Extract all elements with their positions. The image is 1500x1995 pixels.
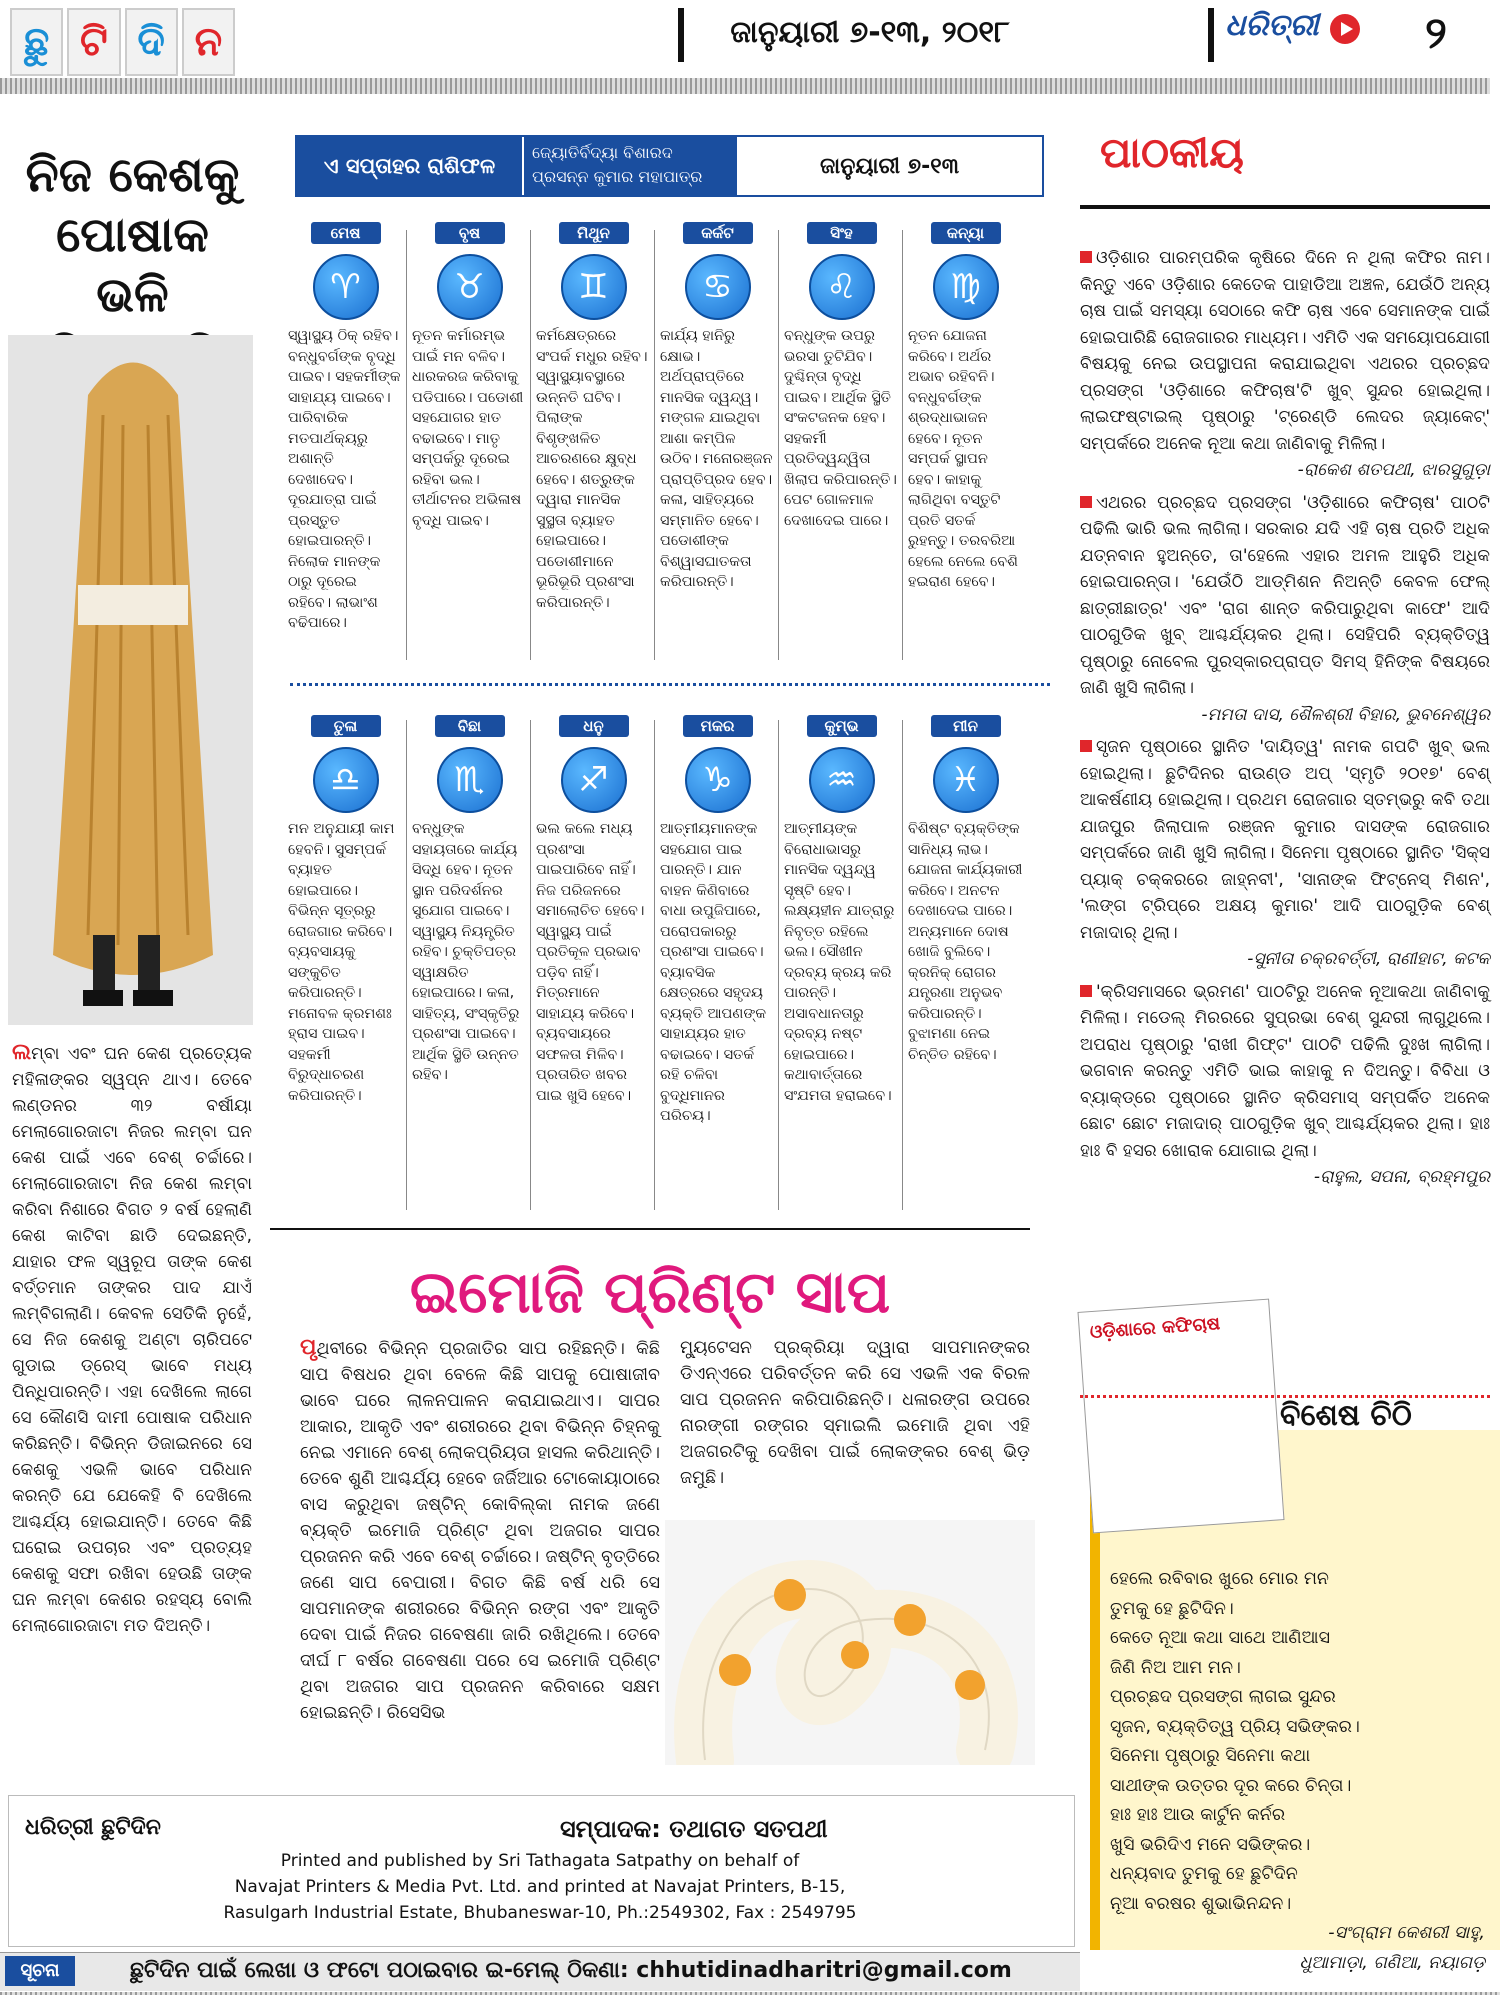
sign-text: ନୂତନ ଯୋଜନା କରିବେ। ଅର୍ଥର ଅଭାବ ରହିବନି। ବନ୍ଧୁବର୍ଗଙ୍କ ଶ୍ରଦ୍ଧାଭାଜନ ହେବେ। ନୂତନ ସମ୍ପର୍କ ସ୍ଥାପନ ହେବ। କାହାକୁ ଲାଗିଥିବା ବସ୍ତୁଟି ପ୍ରତି ସତର୍କ ରୁହନ୍ତୁ। ତରବରିଆ ହେଲେ ନେଲେ ବେଶି ହଇରାଣ ହେବେ।	[908, 328, 1018, 590]
poem-line: ଜିଣି ନିଅ ଆମ ମନ।	[1110, 1657, 1241, 1678]
column-divider	[902, 230, 903, 660]
horoscope-dates: ଜାନୁୟାରୀ ୭-୧୩	[819, 153, 960, 179]
poem-line: ଧନ୍ୟବାଦ ତୁମକୁ ହେ ଛୁଟିଦିନ	[1110, 1864, 1298, 1884]
sign-mesha	[288, 222, 403, 634]
poem-line: ହେଲେ ରବିବାର ଖୁରେ ମୋର ମନ	[1110, 1569, 1329, 1589]
aries-icon: ♈	[313, 254, 379, 320]
footer-editor: ସମ୍ପାଦକ: ତଥାଗତ ସତପଥୀ	[560, 1815, 828, 1843]
imprint-text	[200, 1848, 880, 1926]
masthead-letter: ନ	[182, 8, 235, 76]
poem-line: ସିନେମା ପୃଷ୍ଠାରୁ ସିନେମା କଥା	[1110, 1746, 1311, 1766]
masthead-letter: ଟି	[67, 8, 120, 76]
column-divider	[654, 720, 655, 1210]
column-divider	[530, 230, 531, 660]
header-divider	[1208, 8, 1214, 62]
sign-text: ସ୍ୱାସ୍ଥ୍ୟ ଠିକ୍ ରହିବ। ବନ୍ଧୁବର୍ଗଙ୍କ ବୃଦ୍ଧି ପାଇବ। ସହକର୍ମୀଙ୍କ ସାହାଯ୍ୟ ପାଇବେ। ପାରିବାରିକ ମତପାର୍ଥକ୍ୟରୁ ଅଶାନ୍ତି ଦେଖାଦେବ। ଦୂରଯାତ୍ରା ପାଇଁ ପ୍ରସ୍ତୁତ ହୋଇପାରନ୍ତି। ନିଲୋକ ମାନଙ୍କ ଠାରୁ ଦୂରେଇ ରହିବେ। ଲାଭାଂଶ ବଢିପାରେ।	[288, 328, 401, 631]
page-number: ୨	[1425, 8, 1447, 59]
column-divider	[654, 230, 655, 660]
sign-tula	[288, 715, 403, 1106]
play-icon	[1330, 14, 1360, 44]
cancer-icon: ♋	[685, 254, 751, 320]
horoscope-title: ଏ ସପ୍ତାହର ରାଶିଫଳ	[297, 137, 522, 195]
header-rule	[0, 78, 1490, 94]
column-divider	[406, 230, 407, 660]
leo-icon: ♌	[809, 254, 875, 320]
hair-story-text: ମ୍ବା ଏବଂ ଘନ କେଶ ପ୍ରତ୍ୟେକ ମହିଳାଙ୍କର ସ୍ୱପ୍ନ ଥାଏ। ତେବେ ଲଣ୍ଡନର ୩୨ ବର୍ଷୀୟା ମେଲାଗୋରଜାଟା ନିଜର ଲମ୍ବା ଘନ କେଶ ପାଇଁ ଏବେ ବେଶ୍ ଚର୍ଚ୍ଚାରେ। ମେଲାଗୋରଜାଟା ନିଜ କେଶ ଲମ୍ବା କରିବା ନିଶାରେ ବିଗତ ୨ ବର୍ଷ ହେଲାଣି କେଶ କାଟିବା ଛାଡି ଦେଇଛନ୍ତି, ଯାହାର ଫଳ ସ୍ୱରୂପ ତାଙ୍କ କେଶ ବର୍ତ୍ତମାନ ତାଙ୍କର ପାଦ ଯାଏଁ ଲମ୍ବିଗଲାଣି। କେବଳ ସେତିକି ନୁହେଁ, ସେ ନିଜ କେଶକୁ ଅଣ୍ଟା ଚାରିପଟେ ଗୁଡାଇ ଡ୍ରେସ୍ ଭାବେ ମଧ୍ୟ ପିନ୍ଧିପାରନ୍ତି। ଏହା ଦେଖିଲେ ଲାଗେ ସେ କୌଣସି ଦାମୀ ପୋଷାକ ପରିଧାନ କରିଛନ୍ତି। ବିଭିନ୍ନ ଡିଜାଇନରେ ସେ କେଶକୁ ଏଭଳି ଭାବେ ପରିଧାନ କରନ୍ତି ଯେ ଯେକେହି ବି ଦେଖିଲେ ଆଶ୍ଚର୍ଯ୍ୟ ହୋଇଯାନ୍ତି। ତେବେ କିଛି ଘରୋଇ ଉପଚାର ଏବଂ ପ୍ରତ୍ୟହ କେଶକୁ ସଫା ରଖିବା ହେଉଛି ତାଙ୍କ ଘନ ଲମ୍ବା କେଶର ରହସ୍ୟ ବୋଲି ମେଲାଗୋରଜାଟା ମତ ଦିଅନ୍ତି।	[12, 1044, 252, 1636]
emoji-snake-title: ଇମୋଜି ପ୍ରିଣ୍ଟ ସାପ	[409, 1258, 891, 1326]
sign-label: ମେଷ	[311, 222, 381, 244]
author-line: ଜ୍ୟୋତିର୍ବିଦ୍ୟା ବିଶାରଦ	[532, 143, 673, 162]
sign-vrusha	[412, 222, 527, 531]
poem-line: ତୁମକୁ ହେ ଛୁଟିଦିନ।	[1110, 1598, 1234, 1619]
sign-text: ଆତ୍ମୀୟମାନଙ୍କ ସହଯୋଗ ପାଇ ପାରନ୍ତି। ଯାନ ବାହନ କିଣିବାରେ ବାଧା ଉପୁଜିପାରେ, ପରୋପକାରରୁ ପ୍ରଶଂସା ପାଇବେ। ବ୍ୟାବସିକ କ୍ଷେତ୍ରରେ ସହୃଦୟ ବ୍ୟକ୍ତି ଆପଣଙ୍କ ସାହାଯ୍ୟର ହାତ ବଢାଇବେ। ସତର୍କ ରହି ଚଳିବା ବୁଦ୍ଧିମାନର ପରିଚୟ।	[660, 821, 767, 1124]
letters-column	[1080, 245, 1490, 1197]
sign-mithuna	[536, 222, 651, 613]
special-letter-poem	[1110, 1565, 1485, 1978]
sign-label: ଧନୁ	[559, 715, 629, 737]
horoscope-author	[522, 137, 737, 195]
letter-marker	[1080, 740, 1092, 752]
notice-label: ସୂଚନା	[5, 1956, 75, 1986]
sagittarius-icon: ♐	[561, 747, 627, 813]
poem-signoff: ଧୁଆମାଡ଼ା, ଗଣିଆ, ନୟାଗଡ଼	[1299, 1952, 1485, 1973]
letter	[1080, 490, 1490, 702]
letter-signoff: -ସୁନୀତା ଚକ୍ରବର୍ତ୍ତୀ, ରାଣୀହାଟ, କଟକ	[1247, 949, 1490, 969]
poem-line: ହାଃ ହାଃ ଆଉ କାର୍ଟୁନ କର୍ନର	[1110, 1805, 1286, 1825]
sign-label: ବିଛା	[435, 715, 505, 737]
letter-marker	[1080, 985, 1092, 997]
poem-line: କେତେ ନୂଆ କଥା ସାଥେ ଆଣିଆସ	[1110, 1628, 1330, 1648]
thumbnail-title: ଓଡ଼ିଶାରେ କଫିଚାଷ	[1089, 1313, 1221, 1344]
letter-signoff: -ମମତା ଦାସ, ଶୈଳଶ୍ରୀ ବିହାର, ଭୁବନେଶ୍ୱର	[1201, 704, 1490, 725]
emoji-snake-text: ଥିବୀରେ ବିଭିନ୍ନ ପ୍ରଜାତିର ସାପ ରହିଛନ୍ତି। କିଛି ସାପ ବିଷଧର ଥିବା ବେଳେ କିଛି ସାପକୁ ପୋଷାଜୀବ ଭାବେ ଘରେ ଲାଳନପାଳନ କରାଯାଇଥାଏ। ସାପର ଆକାର, ଆକୃତି ଏବଂ ଶରୀରରେ ଥିବା ବିଭିନ୍ନ ଚିହ୍ନକୁ ନେଇ ଏମାନେ ବେଶ୍ ଲୋକପ୍ରିୟତା ହାସଲ କରିଥାନ୍ତି। ତେବେ ଶୁଣି ଆଶ୍ଚର୍ଯ୍ୟ ହେବେ ଜର୍ଜିଆର ଟୋକୋୟାଠାରେ ବାସ କରୁଥିବା ଜଷ୍ଟିନ୍ କୋବିଲ୍କା ନାମକ ଜଣେ ବ୍ୟକ୍ତି ଇମୋଜି ପ୍ରିଣ୍ଟ ଥିବା ଅଜଗର ସାପର ପ୍ରଜନନ କରି ଏବେ ବେଶ୍ ଚର୍ଚ୍ଚାରେ। ଜଷ୍ଟିନ୍ ବୃତ୍ତିରେ ଜଣେ ସାପ ବେପାରୀ। ବିଗତ କିଛି ବର୍ଷ ଧରି ସେ ସାପମାନଙ୍କ ଶରୀରରେ ବିଭିନ୍ନ ରଙ୍ଗ ଏବଂ ଆକୃତି ଦେବା ପାଇଁ ନିଜର ଗବେଷଣା ଜାରି ରଖିଥିଲେ। ତେବେ ଦୀର୍ଘ ୮ ବର୍ଷର ଗବେଷଣା ପରେ ସେ ଇମୋଜି ପ୍ରିଣ୍ଟ ଥିବା ଅଜଗର ସାପ ପ୍ରଜନନ କରିବାରେ ସକ୍ଷମ ହୋଇଛନ୍ତି। ରିସେସିଭ	[300, 1339, 660, 1723]
column-divider	[530, 720, 531, 1210]
masthead	[10, 8, 235, 76]
libra-icon: ♎	[313, 747, 379, 813]
letters-title: ପାଠକୀୟ	[1100, 128, 1244, 177]
sign-meena	[908, 715, 1023, 1065]
poem-line: ସାଥୀଙ୍କ ଉତ୍ତର ଦୂର କରେ ଚିନ୍ତା।	[1110, 1775, 1352, 1796]
masthead-letter: ଦି	[125, 8, 178, 76]
capricorn-icon: ♑	[685, 747, 751, 813]
notice-email: ଛୁଟିଦିନ ପାଇଁ ଲେଖା ଓ ଫଟୋ ପଠାଇବାର ଇ-ମେଲ୍ ଠିକଣା: chhutidinadharitri@gmail.com	[130, 1958, 1012, 1983]
drop-cap: ପୃ	[300, 1335, 317, 1360]
gemini-icon: ♊	[561, 254, 627, 320]
masthead-letter: ଛୁ	[10, 8, 63, 76]
poem-line: ଖୁସି ଭରିଦିଏ ମନେ ସଭିଙ୍କର।	[1110, 1834, 1311, 1855]
emoji-snake-column-1	[300, 1335, 660, 1726]
sign-text: ଭଲ କଲେ ମଧ୍ୟ ପ୍ରଶଂସା ପାଇପାରିବେ ନାହିଁ। ନିଜ ପରିଜନରେ ସମାଲୋଚିତ ହେବେ। ସ୍ୱାସ୍ଥ୍ୟ ପାଇଁ ପ୍ରତିକୂଳ ପ୍ରଭାବ ପଡ଼ିବ ନାହିଁ। ମିତ୍ରମାନେ ସାହାଯ୍ୟ କରିବେ। ବ୍ୟବସାୟରେ ସଫଳତା ମିଳିବ। ପ୍ରତାରିତ ଖବର ପାଇ ଖୁସି ହେବେ।	[536, 821, 645, 1104]
horoscope-header	[295, 135, 1044, 197]
drop-cap: ଲ	[12, 1040, 32, 1065]
footer-paper-name: ଧରିତ୍ରୀ ଛୁଟିଦିନ	[25, 1815, 161, 1840]
letter	[1080, 245, 1490, 457]
letter-signoff: -ରାହୁଲ, ସପନା, ବ୍ରହ୍ମପୁର	[1313, 1167, 1490, 1187]
imprint-line: Navajat Printers & Media Pvt. Ltd. and printed at Navajat Printers, B-15,	[234, 1877, 846, 1897]
sign-label: ମିଥୁନ	[559, 222, 629, 244]
letters-rule	[1080, 205, 1490, 209]
sign-label: ତୁଳା	[311, 715, 381, 737]
sign-bichha	[412, 715, 527, 1086]
author-line: ପ୍ରସନ୍ନ କୁମାର ମହାପାତ୍ର	[532, 167, 703, 186]
column-divider	[778, 720, 779, 1210]
sign-label: କର୍କଟ	[683, 222, 753, 244]
poem-signoff: -ସଂଗ୍ରାମ କେଶରୀ ସାହୁ,	[1328, 1923, 1485, 1943]
sign-label: କନ୍ୟା	[931, 222, 1001, 244]
poem-line: ନୂଆ ବରଷର ଶୁଭାଭିନନ୍ଦନ।	[1110, 1893, 1292, 1914]
letter-text: ଏଥରର ପ୍ରଚ୍ଛଦ ପ୍ରସଙ୍ଗ 'ଓଡ଼ିଶାରେ କଫିଚାଷ' ପାଠଟି ପଢିଲି ଭାରି ଭଲ ଲାଗିଲା। ସରକାର ଯଦି ଏହି ଚାଷ ପ୍ରତି ଅଧିକ ଯତ୍ନବାନ ହୁଅନ୍ତେ, ତା'ହେଲେ ଏହାର ଅମଳ ଆହୁରି ଅଧିକ ହୋଇପାରନ୍ତା। 'ଯେଉଁଠି ଆଡ୍ମିଶନ ନିଅନ୍ତି କେବଳ ଫେଲ୍ ଛାତ୍ରୀଛାତ୍ର' ଏବଂ 'ରାଗ ଶାନ୍ତ କରିପାରୁଥିବା କାଫେ' ଆଦି ପାଠଗୁଡିକ ଖୁବ୍ ଆଶ୍ଚର୍ଯ୍ୟକର ଥିଲା। ସେହିପରି ବ୍ୟକ୍ତିତ୍ୱ ପୃଷ୍ଠାରୁ ନୋବେଲ ପୁରସ୍କାରପ୍ରାପ୍ତ ସିମସ୍ ହିନିଙ୍କ ବିଷୟରେ ଜାଣି ଖୁସି ଲାଗିଲା।	[1080, 492, 1490, 698]
sign-dhanu	[536, 715, 651, 1106]
sign-simha	[784, 222, 899, 531]
pisces-icon: ♓	[933, 747, 999, 813]
column-divider	[778, 230, 779, 660]
sign-label: କୁମ୍ଭ	[807, 715, 877, 737]
virgo-icon: ♍	[933, 254, 999, 320]
letter-text: ଓଡ଼ିଶାର ପାରମ୍ପରିକ କୃଷିରେ ଦିନେ ନ ଥିଲା କଫିର ନାମ। କିନ୍ତୁ ଏବେ ଓଡ଼ିଶାର କେତେକ ପାହାଡିଆ ଅଞ୍ଚଳ, ଯେଉଁଠି ଅନ୍ୟ ଚାଷ ପାଇଁ ସମସ୍ୟା ସେଠାରେ କଫି ଚାଷ ଏବେ ସେମାନଙ୍କ ପାଇଁ ହୋଇପାରିଛି ରୋଜଗାରର ମାଧ୍ୟମ। ଏମିତି ଏକ ସମୟୋପଯୋଗୀ ବିଷୟକୁ ନେଇ ଉପସ୍ଥାପନା କରାଯାଇଥିବା ଏଥରର ପ୍ରଚ୍ଛଦ ପ୍ରସଙ୍ଗ 'ଓଡ଼ିଶାରେ କଫିଚାଷ'ଟି ଖୁବ୍ ସୁନ୍ଦର ହୋଇଥିଲା। ଲାଇଫଷ୍ଟାଇଲ୍ ପୃଷ୍ଠାରୁ 'ଟ୍ରେଣ୍ଡି ଲେଦର ଜ୍ୟାକେଟ୍' ସମ୍ପର୍କରେ ଅନେକ ନୂଆ କଥା ଜାଣିବାକୁ ମିଳିଲା।	[1080, 248, 1490, 454]
magazine-thumbnail	[1077, 1299, 1284, 1534]
horoscope-dotted-divider	[290, 683, 1050, 692]
emoji-snake-column-2: ମ୍ୟୁଟେସନ ପ୍ରକ୍ରିୟା ଦ୍ୱାରା ସାପମାନଙ୍କର ଡିଏନ୍ଏରେ ପରିବର୍ତ୍ତନ କରି ସେ ଏଭଳି ଏକ ବିରଳ ସାପ ପ୍ରଜନନ କରିପାରିଛନ୍ତି। ଧଳାରଙ୍ଗ ଉପରେ ନାରଙ୍ଗୀ ରଙ୍ଗର ସ୍ମାଇଲି ଇମୋଜି ଥିବା ଏହି ଅଜଗରଟିକୁ ଦେଖିବା ପାଇଁ ଲୋକଙ୍କର ବେଶ୍ ଭିଡ଼ ଜମୁଛି।	[680, 1338, 1030, 1488]
sign-text: କର୍ମକ୍ଷେତ୍ରରେ ସଂପର୍କ ମଧୁର ରହିବ। ସ୍ୱାସ୍ଥ୍ୟାବସ୍ଥାରେ ଉନ୍ନତି ଘଟିବ। ପିଲାଙ୍କ ବିଶୃଙ୍ଖଳିତ ଆଚରଣରେ କ୍ଷୁବ୍ଧ ହେବେ। ଶତ୍ରୁଙ୍କ ଦ୍ୱାରା ମାନସିକ ସୁସ୍ଥତା ବ୍ୟାହତ ହୋଇପାରେ। ପଡୋଶୀମାନେ ଭୂରିଭୂରି ପ୍ରଶଂସା କରିପାରନ୍ତି।	[536, 328, 648, 611]
sign-text: ବିଶିଷ୍ଟ ବ୍ୟକ୍ତିଙ୍କ ସାନିଧ୍ୟ ଲାଭ। ଯୋଜନା କାର୍ଯ୍ୟକାରୀ କରିବେ। ଅନଟନ ଦେଖାଦେଇ ପାରେ। ଅନ୍ୟମାନେ ଦୋଷ ଖୋଜି ବୁଲିବେ। କ୍ରନିକ୍ ରୋଗର ଯନ୍ତ୍ରଣା ଅନୁଭବ କରିପାରନ୍ତି। ବୁଝାମଣା ନେଇ ଚିନ୍ତିତ ରହିବେ।	[908, 821, 1023, 1063]
column-divider	[902, 720, 903, 1210]
hair-story-title: ନିଜ କେଶକୁ ପୋଷାକ ଭଳି	[25, 147, 240, 323]
sign-text: କାର୍ଯ୍ୟ ହାନିରୁ କ୍ଷୋଭ। ଅର୍ଥପ୍ରାପ୍ତିରେ ମାନସିକ ଦ୍ୱନ୍ଦ୍ୱ। ମଙ୍ଗଳ ଯାଇଥିବା ଆଶା କମ୍ପିଳ ଉଠିବ। ମନୋରଞ୍ଜନ ପ୍ରାପ୍ତିପ୍ରଦ ହେବ। କଳା, ସାହିତ୍ୟରେ ସମ୍ମାନିତ ହେବେ। ପଡୋଶୀଙ୍କ ବିଶ୍ୱାସଘାତକତା କରିପାରନ୍ତି।	[660, 328, 773, 590]
section-rule	[270, 1228, 1030, 1230]
imprint-line: Printed and published by Sri Tathagata Satpathy on behalf of	[280, 1851, 800, 1871]
sign-makara	[660, 715, 775, 1127]
letter-signoff: -ରାକେଶ ଶତପଥୀ, ଝାରସୁଗୁଡ଼ା	[1297, 460, 1490, 480]
hair-story-body	[12, 1040, 252, 1639]
issue-date: ଜାନୁୟାରୀ ୭-୧୩, ୨୦୧୮	[730, 15, 1010, 50]
sign-karkata	[660, 222, 775, 593]
sign-kanya	[908, 222, 1023, 593]
letter-marker	[1080, 496, 1092, 508]
sign-text: ମନ ଅନୁଯାୟୀ କାମ ହେବନି। ସୁସମ୍ପର୍କ ବ୍ୟାହତ ହୋଇପାରେ। ବିଭିନ୍ନ ସୂତ୍ରରୁ ରୋଜଗାର କରିବେ। ବ୍ୟବସାୟକୁ ସଙ୍କୁଚିତ କରିପାରନ୍ତି। ମନୋବଳ କ୍ରମଶଃ ହ୍ରାସ ପାଇବ। ସହକର୍ମୀ ବିରୁଦ୍ଧାଚରଣ କରିପାରନ୍ତି।	[288, 821, 395, 1104]
sign-label: ମୀନ	[931, 715, 1001, 737]
special-letter-title: ବିଶେଷ ଚିଠି	[1280, 1398, 1412, 1433]
sign-kumbha	[784, 715, 899, 1106]
letter-text: 'କ୍ରିସମାସରେ ଭ୍ରମଣ' ପାଠଟିରୁ ଅନେକ ନୂଆକଥା ଜାଣିବାକୁ ମିଳିଲା। ମଡେଲ୍ ମିରରରେ ସୁପ୍ରଭା ବେଶ୍ ସୁନ୍ଦରୀ ଲାଗୁଥିଲେ। ଅପରାଧ ପୃଷ୍ଠାରୁ 'ରାଖୀ ଗିଫ୍ଟ' ପାଠଟି ପଢିଲି ଦୁଃଖ ଲାଗିଲା। ଭଗବାନ କରନ୍ତୁ ଏମିତି ଭାଇ କାହାକୁ ନ ଦିଅନ୍ତୁ। ବିବିଧା ଓ ବ୍ୟାକ୍‌ଡ୍ରେ ପୃଷ୍ଠାରେ ସ୍ଥାନିତ କ୍ରିସମାସ୍ ସମ୍ପର୍କିତ ଅନେକ ଛୋଟ ଛୋଟ ମଜାଦାର୍ ପାଠଗୁଡ଼ିକ ଖୁବ୍ ଆଶ୍ଚର୍ଯ୍ୟକର ଥିଲା। ହାଃ ହାଃ ବି ହସର ଖୋରାକ ଯୋଗାଇ ଥିଲା।	[1080, 981, 1490, 1161]
scorpio-icon: ♏	[437, 747, 503, 813]
letter	[1080, 734, 1490, 946]
poem-line: ପ୍ରଚ୍ଛଦ ପ୍ରସଙ୍ଗ ଲାଗଇ ସୁନ୍ଦର	[1110, 1687, 1336, 1707]
poem-line: ସୃଜନ, ବ୍ୟକ୍ତିତ୍ୱ ପ୍ରିୟ ସଭିଙ୍କର।	[1110, 1716, 1360, 1737]
dharitri-logo: ଧରିତ୍ରୀ	[1225, 8, 1319, 43]
sign-text: ଆତ୍ମୀୟଙ୍କ ବିରୋଧାଭାସରୁ ମାନସିକ ଦ୍ୱନ୍ଦ୍ୱ ସୃଷ୍ଟି ହେବ। ଲକ୍ଷ୍ୟହୀନ ଯାତ୍ରାରୁ ନିବୃତ୍ତ ରହିଲେ ଭଲ। ସୌଖୀନ ଦ୍ରବ୍ୟ କ୍ରୟ କରି ପାରନ୍ତି। ଅସାବଧାନତାରୁ ଦ୍ରବ୍ୟ ନଷ୍ଟ ହୋଇପାରେ। କଥାବାର୍ତ୍ତାରେ ସଂଯମତା ହରାଇବେ।	[784, 821, 895, 1104]
letter	[1080, 979, 1490, 1165]
emoji-snake-photo	[665, 1520, 1035, 1765]
sign-label: ସିଂହ	[807, 222, 877, 244]
hair-photo	[8, 335, 253, 1025]
letter-marker	[1080, 251, 1092, 263]
imprint-line: Rasulgarh Industrial Estate, Bhubaneswar-10, Ph.:2549302, Fax : 2549795	[223, 1903, 857, 1923]
sign-text: ବନ୍ଧୁଙ୍କ ସହାୟତାରେ କାର୍ଯ୍ୟ ସିଦ୍ଧି ହେବ। ନୂତନ ସ୍ଥାନ ପରିଦର୍ଶନର ସୁଯୋଗ ପାଇବେ। ସ୍ୱାସ୍ଥ୍ୟ ନିୟନ୍ତ୍ରିତ ରହିବ। ଚୁକ୍ତିପତ୍ର ସ୍ୱାକ୍ଷରିତ ହୋଇପାରେ। କଳା, ସାହିତ୍ୟ, ସଂସ୍କୃତିରୁ ପ୍ରଶଂସା ପାଇବେ। ଆର୍ଥିକ ସ୍ଥିତି ଉନ୍ନତ ରହିବ।	[412, 821, 520, 1083]
taurus-icon: ♉	[437, 254, 503, 320]
letter-text: ସୃଜନ ପୃଷ୍ଠାରେ ସ୍ଥାନିତ 'ଦାୟିତ୍ୱ' ନାମକ ଗପଟି ଖୁବ୍ ଭଲ ହୋଇଥିଲା। ଛୁଟିଦିନର ରାଉଣ୍ଡ ଅପ୍ 'ସ୍ମୃତି ୨୦୧୭' ବେଶ୍ ଆକର୍ଷଣୀୟ ହୋଇଥିଲା। ପ୍ରଥମ ରୋଜଗାର ସ୍ତମ୍ଭରୁ କବି ତଥା ଯାଜପୁର ଜିଲାପାଳ ରଞ୍ଜନ କୁମାର ଦାସଙ୍କ ରୋଜଗାର ସମ୍ପର୍କରେ ଜାଣି ଖୁସି ଲାଗିଲା। ସିନେମା ପୃଷ୍ଠାରେ ସ୍ଥାନିତ 'ସିକ୍ସ ପ୍ୟାକ୍ ଚକ୍କରରେ ଜାହ୍ନବୀ', 'ସାନାଙ୍କ ଫିଟ୍ନେସ୍ ମିଶନ', 'ଲଙ୍ଗ ଟ୍ରିପ୍‌ରେ ଅକ୍ଷୟ କୁମାର' ଆଦି ପାଠଗୁଡ଼ିକ ବେଶ୍ ମଜାଦାର୍ ଥିଲା।	[1080, 737, 1490, 943]
sign-text: ବନ୍ଧୁଙ୍କ ଉପରୁ ଭରସା ତୁଟିଯିବ। ଦୁଶ୍ଚିନ୍ତା ବୃଦ୍ଧି ପାଇବ। ଆର୍ଥିକ ସ୍ଥିତି ସଂକଟଜନକ ହେବ। ସହକର୍ମୀ ପ୍ରତିଦ୍ୱନ୍ଦ୍ୱିତା ଖିଲାପ କରିପାରନ୍ତି। ପେଟ ଗୋଳମାଳ ଦେଖାଦେଇ ପାରେ।	[784, 328, 897, 529]
sign-label: ବୃଷ	[435, 222, 505, 244]
aquarius-icon: ♒	[809, 747, 875, 813]
sign-label: ମକର	[683, 715, 753, 737]
sign-text: ନୂତନ କର୍ମାରମ୍ଭ ପାଇଁ ମନ ବଳିବ। ଧାରକରଜ କରିବାକୁ ପଡିପାରେ। ପଡୋଶୀ ସହଯୋଗର ହାତ ବଢାଇବେ। ମାତୃ ସମ୍ପର୍କରୁ ଦୂରେଇ ରହିବା ଭଲ। ତୀର୍ଥାଟନର ଅଭିଳାଷ ବୃଦ୍ଧି ପାଇବ।	[412, 328, 524, 529]
column-divider	[406, 720, 407, 1210]
